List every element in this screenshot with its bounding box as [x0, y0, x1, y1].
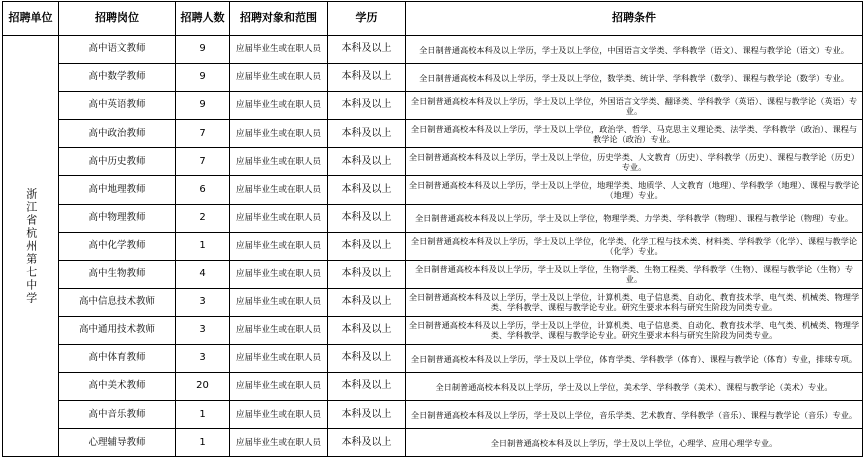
table-row [3, 120, 863, 148]
table-row [3, 92, 863, 120]
target-cell: 应届毕业生或在职人员 [230, 288, 328, 316]
header-count: 招聘人数 [176, 2, 230, 36]
target-cell: 应届毕业生或在职人员 [230, 316, 328, 344]
header-row [3, 2, 863, 36]
table-row [3, 204, 863, 232]
target-cell: 应届毕业生或在职人员 [230, 64, 328, 92]
target-cell: 应届毕业生或在职人员 [230, 232, 328, 260]
position-cell: 高中语文教师 [59, 36, 176, 64]
position-cell: 高中体育教师 [59, 345, 176, 373]
requirements-cell: 全日制普通高校本科及以上学历，学士及以上学位，地理学类、地质学、人文教育（地理）、学科教学（地理）、课程与教学论（地理）专业。 [406, 176, 863, 204]
recruitment-table [2, 1, 863, 457]
education-cell: 本科及以上 [328, 204, 406, 232]
count-cell: 9 [176, 92, 230, 120]
count-cell: 6 [176, 176, 230, 204]
requirements-cell: 全日制普通高校本科及以上学历，学士及以上学位，音乐学类、艺术教育、学科教学（音乐）、课程与教学论（音乐）专业。 [406, 401, 863, 429]
education-cell: 本科及以上 [328, 401, 406, 429]
count-cell: 7 [176, 148, 230, 176]
position-cell: 高中历史教师 [59, 148, 176, 176]
position-cell: 高中音乐教师 [59, 401, 176, 429]
table-row [3, 176, 863, 204]
count-cell: 9 [176, 36, 230, 64]
position-cell: 高中信息技术教师 [59, 288, 176, 316]
unit-name: 浙江省杭州第七中学 [3, 36, 59, 457]
count-cell: 9 [176, 64, 230, 92]
table-row [3, 316, 863, 344]
target-cell: 应届毕业生或在职人员 [230, 345, 328, 373]
count-cell: 1 [176, 401, 230, 429]
position-cell: 高中英语教师 [59, 92, 176, 120]
education-cell: 本科及以上 [328, 373, 406, 401]
position-cell: 高中化学教师 [59, 232, 176, 260]
table-row [3, 401, 863, 429]
requirements-cell: 全日制普通高校本科及以上学历，学士及以上学位，美术学、学科教学（美术）、课程与教学论（美术）专业。 [406, 373, 863, 401]
education-cell: 本科及以上 [328, 232, 406, 260]
education-cell: 本科及以上 [328, 36, 406, 64]
count-cell: 3 [176, 288, 230, 316]
count-cell: 3 [176, 345, 230, 373]
count-cell: 4 [176, 260, 230, 288]
position-cell: 高中政治教师 [59, 120, 176, 148]
count-cell: 7 [176, 120, 230, 148]
position-cell: 高中通用技术教师 [59, 316, 176, 344]
position-cell: 高中物理教师 [59, 204, 176, 232]
target-cell: 应届毕业生或在职人员 [230, 36, 328, 64]
count-cell: 1 [176, 232, 230, 260]
table-row [3, 64, 863, 92]
requirements-cell: 全日制普通高校本科及以上学历，学士及以上学位，计算机类、电子信息类、自动化、教育技术学、电气类、机械类、物理学类、学科教学、课程与教学论专业。研究生要求本科与研究生阶段为同类专业。 [406, 316, 863, 344]
requirements-cell: 全日制普通高校本科及以上学历，学士及以上学位，生物学类、生物工程类、学科教学（生物）、课程与教学论（生物）专业。 [406, 260, 863, 288]
requirements-cell: 全日制普通高校本科及以上学历，学士及以上学位，中国语言文学类、学科教学（语文）、课程与教学论（语文）专业。 [406, 36, 863, 64]
requirements-cell: 全日制普通高校本科及以上学历，学士及以上学位，外国语言文学类、翻译类、学科教学（英语）、课程与教学论（英语）专业。 [406, 92, 863, 120]
position-cell: 高中数学教师 [59, 64, 176, 92]
position-cell: 高中地理教师 [59, 176, 176, 204]
education-cell: 本科及以上 [328, 345, 406, 373]
header-requirements: 招聘条件 [406, 2, 863, 36]
requirements-cell: 全日制普通高校本科及以上学历，学士及以上学位，心理学、应用心理学专业。 [406, 429, 863, 457]
table-body [3, 36, 863, 457]
requirements-cell: 全日制普通高校本科及以上学历，学士及以上学位，数学类、统计学、学科教学（数学）、课程与教学论（数学）专业。 [406, 64, 863, 92]
target-cell: 应届毕业生或在职人员 [230, 429, 328, 457]
education-cell: 本科及以上 [328, 92, 406, 120]
header-target: 招聘对象和范围 [230, 2, 328, 36]
count-cell: 20 [176, 373, 230, 401]
requirements-cell: 全日制普通高校本科及以上学历，学士及以上学位，体育学类、学科教学（体育）、课程与教学论（体育）专业，排球专项。 [406, 345, 863, 373]
count-cell: 2 [176, 204, 230, 232]
table-row [3, 148, 863, 176]
requirements-cell: 全日制普通高校本科及以上学历，学士及以上学位，化学类、化学工程与技术类、材料类、学科教学（化学）、课程与教学论（化学）专业。 [406, 232, 863, 260]
target-cell: 应届毕业生或在职人员 [230, 148, 328, 176]
position-cell: 心理辅导教师 [59, 429, 176, 457]
target-cell: 应届毕业生或在职人员 [230, 373, 328, 401]
requirements-cell: 全日制普通高校本科及以上学历，学士及以上学位，政治学、哲学、马克思主义理论类、法学类、学科教学（政治）、课程与教学论（政治）专业。 [406, 120, 863, 148]
target-cell: 应届毕业生或在职人员 [230, 401, 328, 429]
requirements-cell: 全日制普通高校本科及以上学历，学士及以上学位，历史学类、人文教育（历史）、学科教学（历史）、课程与教学论（历史）专业。 [406, 148, 863, 176]
education-cell: 本科及以上 [328, 260, 406, 288]
education-cell: 本科及以上 [328, 429, 406, 457]
education-cell: 本科及以上 [328, 120, 406, 148]
count-cell: 1 [176, 429, 230, 457]
table-row [3, 260, 863, 288]
table-row [3, 345, 863, 373]
education-cell: 本科及以上 [328, 176, 406, 204]
table-row [3, 373, 863, 401]
header-unit: 招聘单位 [3, 2, 59, 36]
position-cell: 高中生物教师 [59, 260, 176, 288]
education-cell: 本科及以上 [328, 148, 406, 176]
count-cell: 3 [176, 316, 230, 344]
target-cell: 应届毕业生或在职人员 [230, 92, 328, 120]
table-row [3, 232, 863, 260]
table-row [3, 429, 863, 457]
position-cell: 高中美术教师 [59, 373, 176, 401]
education-cell: 本科及以上 [328, 64, 406, 92]
header-education: 学历 [328, 2, 406, 36]
target-cell: 应届毕业生或在职人员 [230, 204, 328, 232]
table-row [3, 36, 863, 64]
target-cell: 应届毕业生或在职人员 [230, 260, 328, 288]
education-cell: 本科及以上 [328, 316, 406, 344]
header-position: 招聘岗位 [59, 2, 176, 36]
requirements-cell: 全日制普通高校本科及以上学历，学士及以上学位，计算机类、电子信息类、自动化、教育技术学、电气类、机械类、物理学类、学科教学、课程与教学论专业。研究生要求本科与研究生阶段为同类专业。 [406, 288, 863, 316]
target-cell: 应届毕业生或在职人员 [230, 176, 328, 204]
table-row [3, 288, 863, 316]
target-cell: 应届毕业生或在职人员 [230, 120, 328, 148]
education-cell: 本科及以上 [328, 288, 406, 316]
requirements-cell: 全日制普通高校本科及以上学历，学士及以上学位，物理学类、力学类、学科教学（物理）、课程与教学论（物理）专业。 [406, 204, 863, 232]
